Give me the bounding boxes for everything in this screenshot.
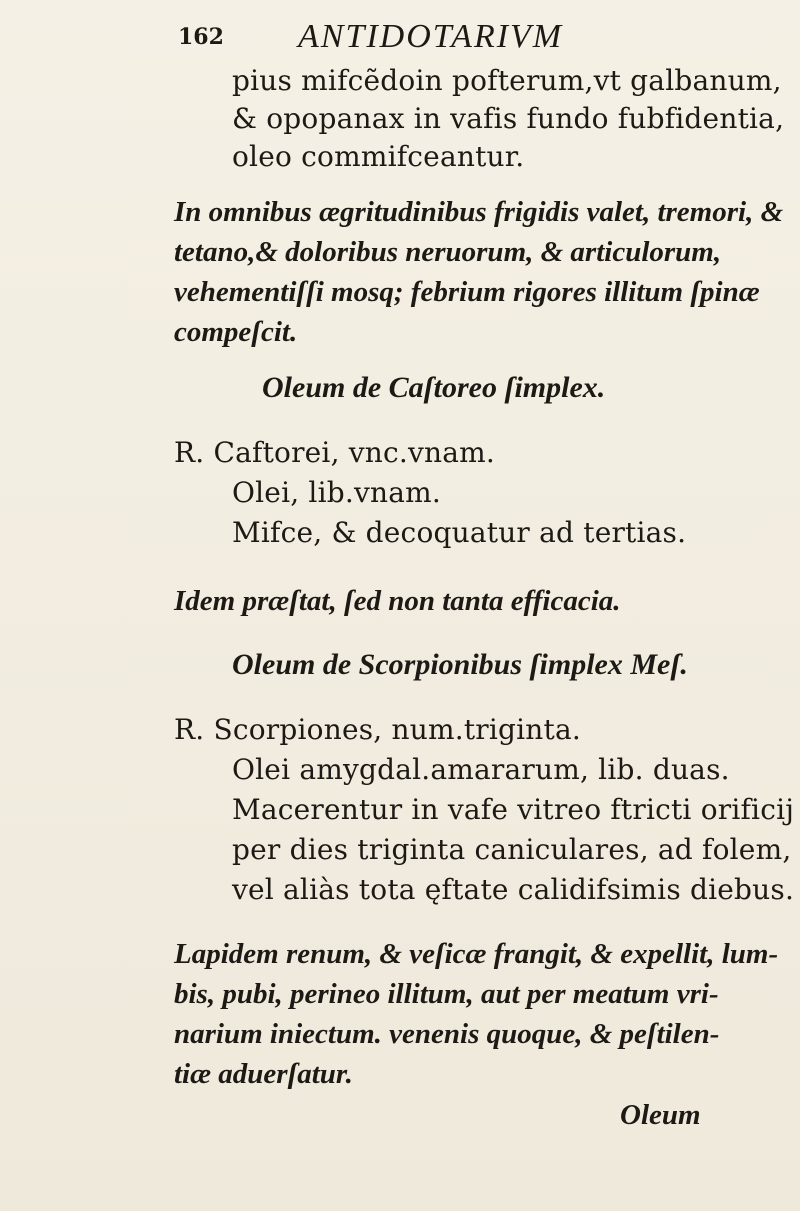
italic-line: tetano,& doloribus neruorum, & articulorum, xyxy=(174,236,722,268)
recipe-line: Olei amygdal.amararum, lib. duas. xyxy=(232,753,730,786)
recipe-line: Olei, lib.vnam. xyxy=(232,476,441,509)
italic-line: narium iniectum. venenis quoque, & peſtilen- xyxy=(174,1018,720,1050)
recipe-line: vel aliàs tota ęftate calidifsimis diebus. xyxy=(232,873,795,906)
recipe-line: R. Scorpiones, num.triginta. xyxy=(174,713,581,746)
page-number: 162 xyxy=(178,24,224,50)
running-title: ANTIDOTARIVM xyxy=(298,18,564,55)
page-header xyxy=(0,14,800,60)
catchword: Oleum xyxy=(620,1099,701,1131)
italic-line: In omnibus ægritudinibus frigidis valet, tremori, & xyxy=(174,196,784,228)
italic-line: vehementiſſi mosq; febrium rigores illitum ſpinæ xyxy=(174,276,760,308)
text-line: & opopanax in vafis fundo fubfidentia, xyxy=(232,102,785,135)
italic-line: tiæ aduerſatur. xyxy=(174,1058,353,1090)
recipe-line: Mifce, & decoquatur ad tertias. xyxy=(232,516,687,549)
italic-line: bis, pubi, perineo illitum, aut per meatum vri- xyxy=(174,978,719,1010)
recipe-line: Macerentur in vafe vitreo ftricti orificij xyxy=(232,793,795,826)
recipe-heading: Oleum de Caſtoreo ſimplex. xyxy=(262,371,606,404)
italic-line: Lapidem renum, & veſicæ frangit, & expellit, lum- xyxy=(174,938,779,970)
recipe-line: per dies triginta caniculares, ad folem, xyxy=(232,833,792,866)
recipe-line: R. Caftorei, vnc.vnam. xyxy=(174,436,496,469)
text-line: pius mifcẽdoin pofterum,vt galbanum, xyxy=(232,64,782,97)
italic-line: Idem præſtat, ſed non tanta efficacia. xyxy=(174,585,621,617)
italic-line: compeſcit. xyxy=(174,316,298,348)
text-line: oleo commifceantur. xyxy=(232,140,525,173)
recipe-heading: Oleum de Scorpionibus ſimplex Meſ. xyxy=(232,648,688,681)
